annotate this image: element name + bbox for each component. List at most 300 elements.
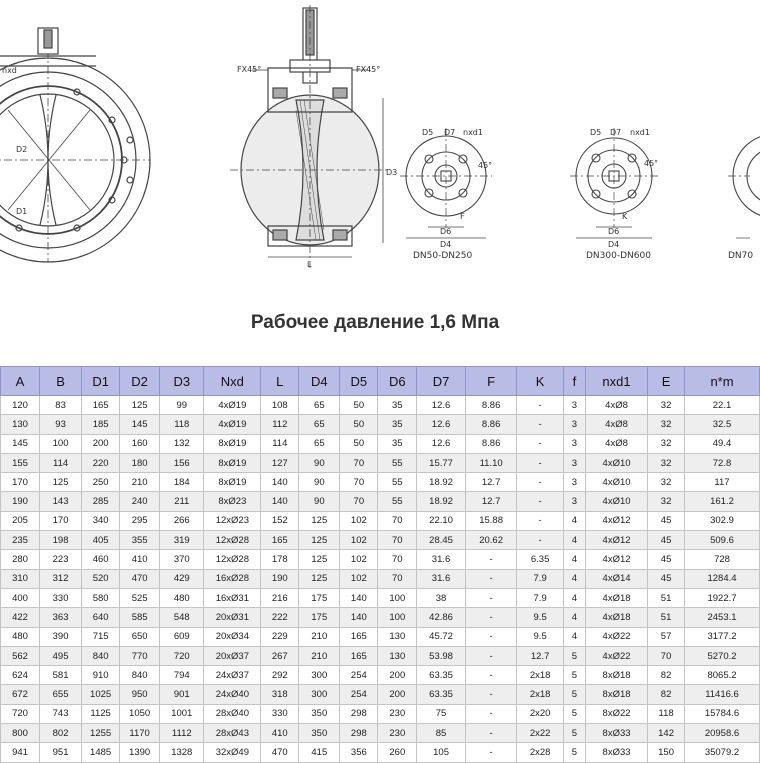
flange2-angle-label: 45° [644,159,659,168]
flange2-d4-label: D4 [608,240,620,249]
table-cell: 51 [648,588,685,607]
table-cell: 15.77 [417,453,465,472]
table-cell: 42.86 [417,608,465,627]
table-cell: 85 [417,724,465,743]
table-row [1,550,760,569]
table-cell: 145 [1,434,40,453]
table-cell: 165 [261,531,299,550]
table-cell: 102 [340,550,378,569]
table-cell: 63.35 [417,666,465,685]
table-cell: 114 [40,453,82,472]
table-cell: 580 [82,588,120,607]
table-cell: - [465,588,517,607]
table-cell: 184 [160,473,204,492]
table-cell: 319 [160,531,204,550]
table-cell: 70 [378,550,417,569]
table-cell: 4xØ19 [204,396,261,415]
table-cell: 15.88 [465,511,517,530]
table-cell: 35 [378,415,417,434]
table-cell: 160 [120,434,160,453]
table-cell: 93 [40,415,82,434]
table-cell: 12.6 [417,396,465,415]
table-cell: 4xØ18 [585,608,647,627]
table-cell: 295 [120,511,160,530]
table-cell: 8xØ19 [204,473,261,492]
table-row [1,646,760,665]
table-cell: 70 [340,453,378,472]
table-cell: 941 [1,743,40,762]
table-cell: 728 [685,550,760,569]
table-cell: 12xØ28 [204,531,261,550]
table-cell: - [465,685,517,704]
table-cell: 170 [1,473,40,492]
table-cell: 175 [299,608,340,627]
table-cell: 4xØ18 [585,588,647,607]
column-header: F [465,367,517,396]
flange2-d6-label: D6 [608,227,620,236]
table-cell: 112 [261,415,299,434]
table-cell: 210 [120,473,160,492]
table-cell: 31.6 [417,550,465,569]
table-cell: 330 [40,588,82,607]
table-cell: 24xØ40 [204,685,261,704]
table-cell: 72.8 [685,453,760,472]
table-cell: 4 [563,627,585,646]
flange2-nxd1-label: nxd1 [630,128,650,137]
table-cell: 200 [378,685,417,704]
table-cell: 7.9 [517,569,563,588]
table-cell: 9.5 [517,608,563,627]
table-cell: 45 [648,511,685,530]
table-cell: 28xØ40 [204,704,261,723]
table-cell: 3177.2 [685,627,760,646]
table-cell: 4xØ19 [204,415,261,434]
table-cell: 460 [82,550,120,569]
table-row [1,531,760,550]
table-cell: 520 [82,569,120,588]
table-cell: 11.10 [465,453,517,472]
table-cell: 1025 [82,685,120,704]
table-cell: 390 [40,627,82,646]
table-cell: 340 [82,511,120,530]
table-cell: 800 [1,724,40,743]
table-cell: 70 [340,492,378,511]
table-cell: 140 [261,492,299,511]
table-row [1,704,760,723]
table-cell: 410 [261,724,299,743]
table-cell: 100 [378,608,417,627]
table-cell: 35 [378,396,417,415]
table-cell: 70 [378,531,417,550]
table-cell: 298 [340,704,378,723]
table-cell: 302.9 [685,511,760,530]
table-cell: 4xØ10 [585,473,647,492]
table-cell: 165 [340,646,378,665]
table-cell: 6.35 [517,550,563,569]
table-cell: 415 [299,743,340,762]
table-cell: 24xØ37 [204,666,261,685]
table-cell: 32.5 [685,415,760,434]
table-cell: 222 [261,608,299,627]
table-cell: 20.62 [465,531,517,550]
table-header-row [1,367,760,396]
table-row [1,415,760,434]
table-cell: 840 [82,646,120,665]
table-cell: 470 [120,569,160,588]
table-cell: 480 [160,588,204,607]
table-cell: 50 [340,396,378,415]
table-row [1,473,760,492]
table-cell: 90 [299,473,340,492]
flange3-caption: DN70 [728,251,754,261]
table-cell: 4xØ8 [585,415,647,434]
table-cell: 210 [299,627,340,646]
front-nxd-label: nxd [2,66,17,75]
table-cell: 50 [340,415,378,434]
table-cell: 470 [261,743,299,762]
table-cell: 22.1 [685,396,760,415]
table-cell: 12.6 [417,434,465,453]
table-cell: 672 [1,685,40,704]
table-cell: 1001 [160,704,204,723]
table-cell: 5 [563,724,585,743]
table-cell: 950 [120,685,160,704]
flange1-d4-label: D4 [440,240,452,249]
table-cell: 770 [120,646,160,665]
table-cell: 100 [40,434,82,453]
table-cell: 28.45 [417,531,465,550]
table-cell: 108 [261,396,299,415]
table-row [1,685,760,704]
table-cell: 55 [378,473,417,492]
table-cell: 65 [299,434,340,453]
table-cell: 185 [82,415,120,434]
table-cell: 2x18 [517,685,563,704]
table-cell: 45 [648,531,685,550]
side-fx45-right-label: FX45° [356,65,381,74]
table-cell: 3 [563,415,585,434]
table-cell: 230 [378,724,417,743]
table-cell: 509.6 [685,531,760,550]
table-row [1,724,760,743]
flange2-d7-label: D7 [610,128,622,137]
table-cell: 223 [40,550,82,569]
table-cell: 32 [648,396,685,415]
table-body [1,396,760,763]
table-cell: 216 [261,588,299,607]
column-header: Nxd [204,367,261,396]
table-cell: 240 [120,492,160,511]
table-cell: 480 [1,627,40,646]
column-header: D1 [82,367,120,396]
table-cell: - [465,704,517,723]
table-cell: 4xØ10 [585,453,647,472]
table-cell: 4 [563,550,585,569]
table-cell: 8xØ23 [204,492,261,511]
table-cell: 650 [120,627,160,646]
table-cell: 1112 [160,724,204,743]
table-cell: 1390 [120,743,160,762]
table-cell: 5 [563,685,585,704]
table-cell: 8065.2 [685,666,760,685]
table-cell: 609 [160,627,204,646]
flange2-caption: DN300-DN600 [586,251,651,261]
table-cell: 20xØ34 [204,627,261,646]
table-cell: 4xØ8 [585,434,647,453]
flange1-d5-label: D5 [422,128,434,137]
table-cell: 254 [340,666,378,685]
table-cell: 1170 [120,724,160,743]
table-cell: 125 [40,473,82,492]
flange-drawing-partial [728,134,760,238]
table-cell: 220 [82,453,120,472]
table-cell: 102 [340,569,378,588]
table-cell: - [465,627,517,646]
table-cell: 4xØ22 [585,646,647,665]
table-cell: 1050 [120,704,160,723]
table-cell: 152 [261,511,299,530]
table-row [1,608,760,627]
table-cell: 49.4 [685,434,760,453]
column-header: D2 [120,367,160,396]
table-cell: 170 [40,511,82,530]
table-cell: 32 [648,473,685,492]
table-cell: 318 [261,685,299,704]
table-cell: - [465,608,517,627]
table-cell: 285 [82,492,120,511]
table-cell: 155 [1,453,40,472]
table-cell: 28xØ43 [204,724,261,743]
column-header: E [648,367,685,396]
table-cell: 12xØ28 [204,550,261,569]
table-cell: 370 [160,550,204,569]
table-cell: 655 [40,685,82,704]
table-cell: 585 [120,608,160,627]
table-cell: 12.7 [465,473,517,492]
table-cell: 16xØ31 [204,588,261,607]
table-cell: 2x28 [517,743,563,762]
table-row [1,396,760,415]
table-cell: 20958.6 [685,724,760,743]
table-cell: 175 [299,588,340,607]
table-cell: 140 [261,473,299,492]
table-cell: 4xØ22 [585,627,647,646]
table-cell: 12.7 [465,492,517,511]
table-cell: 178 [261,550,299,569]
table-cell: 910 [82,666,120,685]
table-cell: 802 [40,724,82,743]
table-cell: 200 [82,434,120,453]
table-cell: 3 [563,492,585,511]
table-cell: 8xØ19 [204,434,261,453]
table-cell: 2x18 [517,666,563,685]
table-cell: 229 [261,627,299,646]
table-cell: 145 [120,415,160,434]
front-d2-label: D2 [16,145,28,154]
table-cell: 310 [1,569,40,588]
table-cell: 2453.1 [685,608,760,627]
table-cell: 35 [378,434,417,453]
table-cell: 8.86 [465,434,517,453]
table-cell: 4 [563,511,585,530]
table-cell: - [465,550,517,569]
table-cell: 90 [299,492,340,511]
table-cell: - [517,415,563,434]
table-cell: 198 [40,531,82,550]
table-cell: 350 [299,724,340,743]
table-cell: 130 [378,646,417,665]
table-cell: 15784.6 [685,704,760,723]
table-cell: 118 [160,415,204,434]
table-cell: 120 [1,396,40,415]
table-cell: 70 [648,646,685,665]
table-cell: 65 [299,396,340,415]
table-cell: 429 [160,569,204,588]
column-header: L [261,367,299,396]
table-cell: 8xØ18 [585,685,647,704]
column-header: B [40,367,82,396]
table-cell: 1328 [160,743,204,762]
table-cell: 8.86 [465,415,517,434]
table-cell: 300 [299,685,340,704]
table-cell: 4xØ14 [585,569,647,588]
table-cell: 548 [160,608,204,627]
table-cell: - [517,511,563,530]
table-cell: 200 [378,666,417,685]
table-cell: 4xØ12 [585,550,647,569]
table-row [1,588,760,607]
table-cell: 53.98 [417,646,465,665]
table-cell: 330 [261,704,299,723]
table-cell: 1284.4 [685,569,760,588]
table-cell: 2x20 [517,704,563,723]
table-cell: 11416.6 [685,685,760,704]
column-header: D4 [299,367,340,396]
table-cell: - [517,492,563,511]
table-cell: 57 [648,627,685,646]
table-cell: 35079.2 [685,743,760,762]
table-cell: 190 [1,492,40,511]
table-cell: 495 [40,646,82,665]
front-d1-label: D1 [16,207,28,216]
table-cell: - [517,473,563,492]
table-cell: 127 [261,453,299,472]
table-cell: - [465,724,517,743]
table-cell: 4xØ12 [585,531,647,550]
table-cell: 102 [340,531,378,550]
flange-drawing-dn50-dn250 [400,128,492,238]
table-cell: 562 [1,646,40,665]
table-cell: 720 [1,704,40,723]
table-cell: 4 [563,569,585,588]
table-cell: 8xØ19 [204,453,261,472]
table-cell: 235 [1,531,40,550]
table-cell: 267 [261,646,299,665]
table-cell: 4xØ10 [585,492,647,511]
table-cell: 143 [40,492,82,511]
table-cell: 410 [120,550,160,569]
table-cell: 210 [299,646,340,665]
table-row [1,434,760,453]
flange1-d7-label: D7 [444,128,456,137]
column-header: A [1,367,40,396]
table-cell: 31.6 [417,569,465,588]
table-cell: 720 [160,646,204,665]
table-cell: 8xØ33 [585,743,647,762]
table-cell: 300 [299,666,340,685]
table-cell: 51 [648,608,685,627]
flange2-d5-label: D5 [590,128,602,137]
table-cell: 1255 [82,724,120,743]
table-cell: 156 [160,453,204,472]
table-cell: 525 [120,588,160,607]
column-header: n*m [685,367,760,396]
table-cell: 190 [261,569,299,588]
table-cell: 715 [82,627,120,646]
table-cell: 12.7 [517,646,563,665]
table-cell: 105 [417,743,465,762]
table-cell: - [465,743,517,762]
table-cell: 211 [160,492,204,511]
pressure-title: Рабочее давление 1,6 Мпа [250,312,500,333]
column-header: nxd1 [585,367,647,396]
table-cell: 4 [563,531,585,550]
table-cell: 4 [563,588,585,607]
table-cell: 1485 [82,743,120,762]
table-cell: 82 [648,666,685,685]
table-cell: 32 [648,492,685,511]
table-cell: 901 [160,685,204,704]
table-cell: 99 [160,396,204,415]
table-cell: 5 [563,743,585,762]
table-cell: - [517,453,563,472]
table-row [1,492,760,511]
table-cell: 581 [40,666,82,685]
table-cell: 65 [299,415,340,434]
table-cell: 840 [120,666,160,685]
table-cell: 624 [1,666,40,685]
table-cell: 165 [82,396,120,415]
table-cell: 16xØ28 [204,569,261,588]
table-cell: 405 [82,531,120,550]
table-cell: 180 [120,453,160,472]
table-cell: 130 [378,627,417,646]
table-cell: 7.9 [517,588,563,607]
table-cell: 165 [340,627,378,646]
table-cell: 8xØ33 [585,724,647,743]
table-cell: 9.5 [517,627,563,646]
table-cell: 951 [40,743,82,762]
table-cell: 640 [82,608,120,627]
table-cell: 100 [378,588,417,607]
table-cell: 4 [563,608,585,627]
column-header: D5 [340,367,378,396]
table-cell: 312 [40,569,82,588]
column-header: D7 [417,367,465,396]
column-header: K [517,367,563,396]
table-row [1,511,760,530]
table-cell: 1125 [82,704,120,723]
column-header: D6 [378,367,417,396]
table-cell: 363 [40,608,82,627]
table-cell: 125 [299,531,340,550]
table-cell: - [517,434,563,453]
technical-drawings [0,0,754,300]
table-cell: 8xØ22 [585,704,647,723]
table-cell: 205 [1,511,40,530]
side-fx45-left-label: FX45° [237,65,262,74]
table-cell: 12.6 [417,415,465,434]
